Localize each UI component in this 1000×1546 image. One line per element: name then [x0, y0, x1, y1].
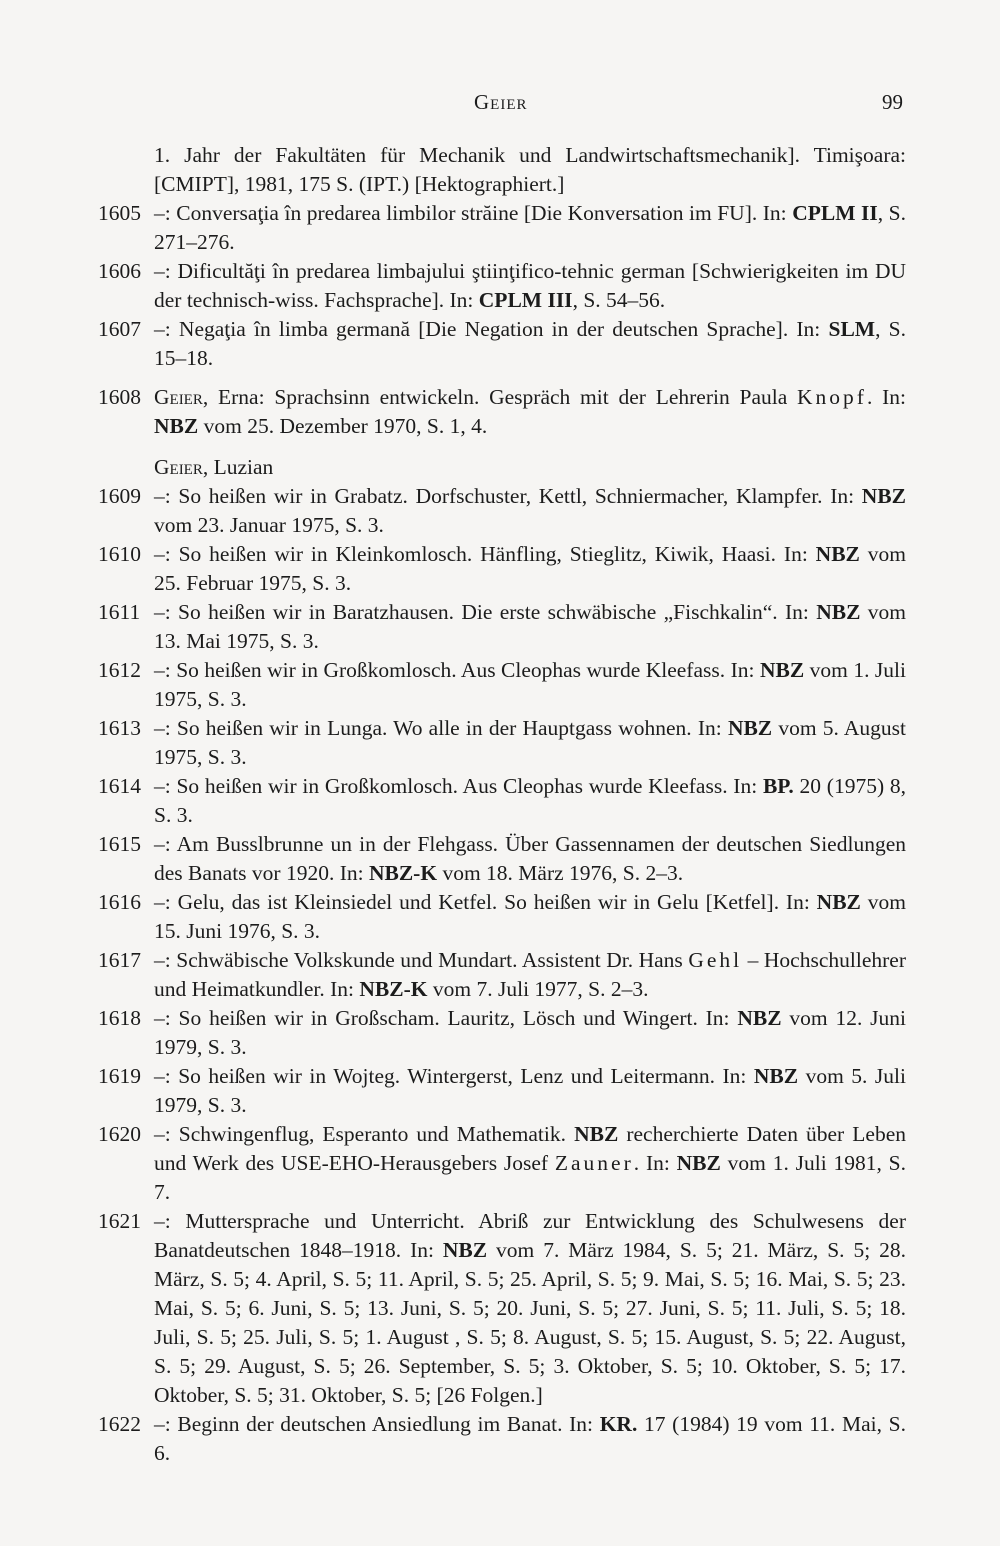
entry-text: – Hochschullehrer und Heimatkundler. In: [154, 948, 906, 1001]
entry-text: –: So heißen wir in Großkomlosch. Aus Cleophas wurde Kleefass. In: [154, 658, 760, 682]
entry-text: vom 1. Juli 1981, S. 7. [154, 1151, 906, 1204]
author-name: Geier [154, 385, 203, 409]
entry-text: . In: [866, 385, 906, 409]
bibliography-entry [98, 1062, 906, 1120]
entry-number: 1609 [98, 484, 141, 508]
entry-number: 1622 [98, 1412, 141, 1436]
entry-text: , Erna: Sprachsinn entwickeln. Gespräch mit der Lehrerin Paula [202, 385, 798, 409]
bibliography-entry [98, 598, 906, 656]
entry-text: –: So heißen wir in Wojteg. Wintergerst, Lenz und Leitermann. In: [154, 1064, 754, 1088]
entry-number: 1617 [98, 948, 141, 972]
bibliography-entry [98, 656, 906, 714]
bibliography-entry [98, 888, 906, 946]
entry-text: –: Conversaţia în predarea limbilor străine [Die Konversation im FU]. In: [154, 201, 793, 225]
entry-number: 1614 [98, 774, 141, 798]
source-abbreviation: NBZ [676, 1151, 721, 1175]
entry-text: –: Schwingenflug, Esperanto und Mathematik. [154, 1122, 575, 1146]
entry-text: vom 13. Mai 1975, S. 3. [154, 600, 906, 653]
entry-text: vom 15. Juni 1976, S. 3. [154, 890, 906, 943]
source-abbreviation: NBZ [442, 1238, 488, 1262]
bibliography-entry [98, 830, 906, 888]
bibliography-entry [98, 540, 906, 598]
entry-text: vom 1. Juli 1975, S. 3. [154, 658, 906, 711]
entry-number: 1611 [98, 600, 141, 624]
page-number: 99 [882, 90, 903, 114]
entry-text: recherchierte Daten über Leben und Werk des USE-EHO-Herausgebers Josef [154, 1122, 906, 1175]
entry-text: –: Dificultăţi în predarea limbajului ştiinţifico-tehnic german [Schwierigkeiten im DU der technisch-wiss. Fachsprache]. In: [154, 259, 906, 312]
bibliography-entry [98, 257, 906, 315]
bibliography-entry [98, 141, 906, 199]
person-name: Gehl [688, 948, 743, 972]
source-abbreviation: NBZ [759, 658, 805, 682]
bibliography-entry [98, 714, 906, 772]
entry-number: 1621 [98, 1209, 141, 1233]
author-heading [98, 453, 906, 482]
entry-number: 1616 [98, 890, 141, 914]
source-abbreviation: NBZ [816, 890, 861, 914]
entry-text: –: So heißen wir in Großscham. Lauritz, Lösch und Wingert. In: [154, 1006, 738, 1030]
entry-text: . In: [633, 1151, 677, 1175]
source-abbreviation: NBZ [737, 1006, 782, 1030]
source-abbreviation: NBZ-K [359, 977, 428, 1001]
bibliography-entry [98, 315, 906, 373]
entry-text: 20 (1975) 8, S. 3. [154, 774, 906, 827]
entry-text: –: So heißen wir in Großkomlosch. Aus Cleophas wurde Kleefass. In: [154, 774, 763, 798]
person-name: Zauner [554, 1151, 634, 1175]
entry-text: , Luzian [202, 455, 274, 479]
bibliography-entry [98, 482, 906, 540]
entry-text: , S. 54–56. [572, 288, 666, 312]
bibliography-entry [98, 1004, 906, 1062]
entry-text: vom 18. März 1976, S. 2–3. [437, 861, 684, 885]
source-abbreviation: NBZ [574, 1122, 619, 1146]
entry-text: –: So heißen wir in Lunga. Wo alle in der Hauptgass wohnen. In: [154, 716, 728, 740]
running-title: Geier [474, 90, 528, 114]
entry-number: 1610 [98, 542, 141, 566]
bibliography-entry [98, 1410, 906, 1468]
source-abbreviation: SLM [828, 317, 876, 341]
running-header [0, 90, 1000, 120]
source-abbreviation: NBZ [815, 542, 860, 566]
source-abbreviation: KR. [599, 1412, 638, 1436]
entry-text: –: So heißen wir in Baratzhausen. Die erste schwäbische „Fischkalin“. In: [154, 600, 817, 624]
entry-number: 1619 [98, 1064, 141, 1088]
entry-text: 1. Jahr der Fakultäten für Mechanik und Landwirtschaftsmechanik]. Timişoara: [CMIPT], 1981, 175 S. (IPT.) [Hektographiert.] [154, 143, 906, 196]
entry-text: –: Muttersprache und Unterricht. Abriß zur Entwicklung des Schulwesens der Banatdeutschen 1848–1918. In: [154, 1209, 906, 1262]
entry-text: –: Beginn der deutschen Ansiedlung im Banat. In: [154, 1412, 600, 1436]
bibliography-list [98, 141, 906, 1468]
source-abbreviation: CPLM III [478, 288, 573, 312]
entry-text: vom 7. März 1984, S. 5; 21. März, S. 5; 28. März, S. 5; 4. April, S. 5; 11. April, S. 5; 25. April, S. 5; 9. Mai, S. 5; 16. Mai, S. 5; 23. Mai, S. 5; 6. Juni, S. 5; 13. Juni, S. 5; 20. Juni, S. 5; 27. Juni, S. 5; 11. Juli, S. 5; 18. Juli, S. 5; 25. Juli, S. 5; 1. August , S. 5; 8. August, S. 5; 15. August, S. 5; 22. August, S. 5; 29. August, S. 5; 26. September, S. 5; 3. Oktober, S. 5; 10. Oktober, S. 5; 17. Oktober, S. 5; 31. Oktober, S. 5; [26 Folgen.] [154, 1238, 906, 1407]
entry-text: –: So heißen wir in Grabatz. Dorfschuster, Kettl, Schniermacher, Klampfer. In: [154, 484, 862, 508]
person-name: Knopf [797, 385, 867, 409]
entry-text: vom 25. Februar 1975, S. 3. [154, 542, 906, 595]
entry-number: 1618 [98, 1006, 141, 1030]
entry-text: vom 23. Januar 1975, S. 3. [154, 513, 384, 537]
source-abbreviation: NBZ-K [368, 861, 438, 885]
entry-text: –: Am Busslbrunne un in der Flehgass. Über Gassennamen der deutschen Siedlungen des Banats vor 1920. In: [154, 832, 906, 885]
entry-number: 1608 [98, 385, 141, 409]
entry-text: vom 5. August 1975, S. 3. [154, 716, 907, 769]
entry-number: 1613 [98, 716, 141, 740]
source-abbreviation: NBZ [861, 484, 906, 508]
bibliography-entry [98, 1120, 906, 1207]
author-name: Geier [154, 455, 203, 479]
entry-text: –: Gelu, das ist Kleinsiedel und Ketfel. So heißen wir in Gelu [Ketfel]. In: [154, 890, 817, 914]
source-abbreviation: NBZ [154, 414, 199, 438]
entry-text: vom 25. Dezember 1970, S. 1, 4. [198, 414, 488, 438]
entry-text: 17 (1984) 19 vom 11. Mai, S. 6. [154, 1412, 906, 1465]
bibliography-entry [98, 199, 906, 257]
entry-number: 1605 [98, 201, 141, 225]
source-abbreviation: NBZ [816, 600, 861, 624]
source-abbreviation: BP. [762, 774, 794, 798]
entry-text: , S. 15–18. [154, 317, 907, 370]
entry-number: 1606 [98, 259, 141, 283]
entry-number: 1620 [98, 1122, 141, 1146]
entry-text: vom 5. Juli 1979, S. 3. [154, 1064, 906, 1117]
entry-text: vom 12. Juni 1979, S. 3. [154, 1006, 906, 1059]
bibliography-entry [98, 772, 906, 830]
entry-text: –: Schwäbische Volkskunde und Mundart. Assistent Dr. Hans [154, 948, 689, 972]
source-abbreviation: CPLM II [792, 201, 878, 225]
entry-text: , S. 271–276. [154, 201, 906, 254]
entry-text: –: Negaţia în limba germană [Die Negation in der deutschen Sprache]. In: [154, 317, 829, 341]
source-abbreviation: NBZ [727, 716, 773, 740]
source-abbreviation: NBZ [753, 1064, 799, 1088]
entry-number: 1615 [98, 832, 141, 856]
entry-text: vom 7. Juli 1977, S. 2–3. [427, 977, 649, 1001]
entry-number: 1612 [98, 658, 141, 682]
bibliography-entry [98, 383, 906, 441]
bibliography-entry [98, 1207, 906, 1410]
entry-text: –: So heißen wir in Kleinkomlosch. Hänfling, Stieglitz, Kiwik, Haasi. In: [154, 542, 816, 566]
entry-number: 1607 [98, 317, 141, 341]
bibliography-entry [98, 946, 906, 1004]
